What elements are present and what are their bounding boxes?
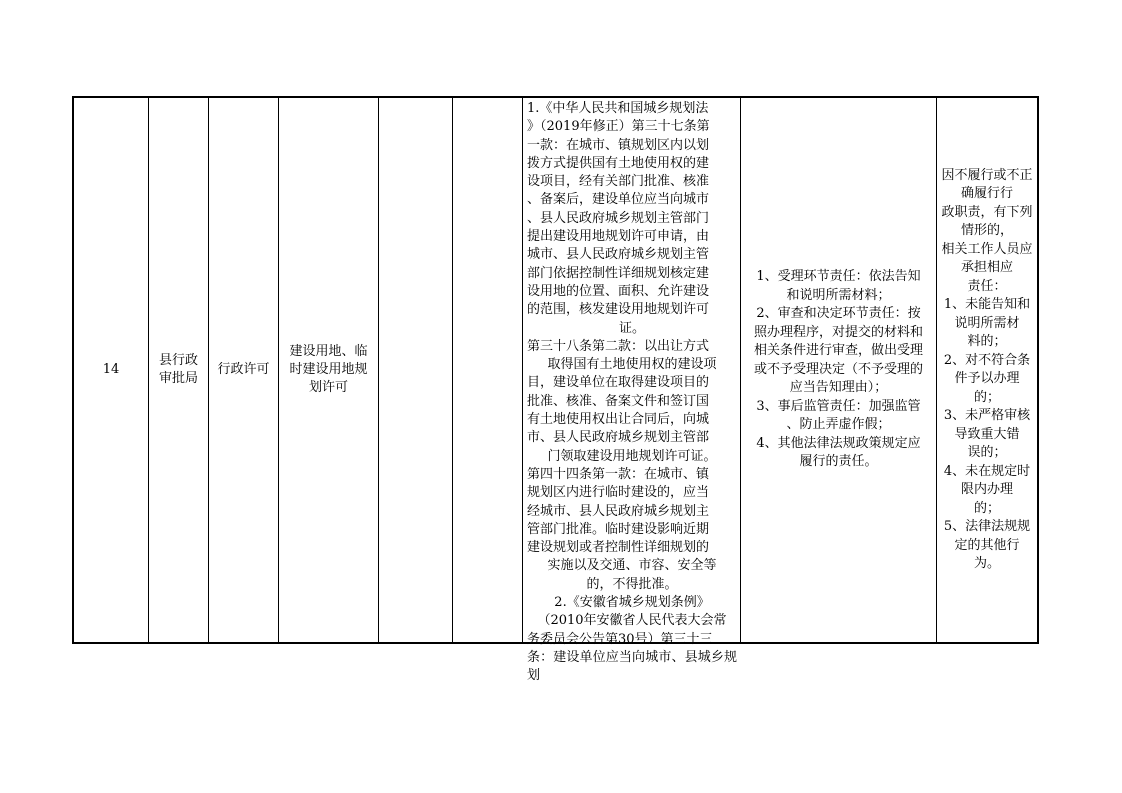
responsibility-line: 2、审查和决定环节责任：按 [756, 306, 921, 322]
law-line: 经城市、县人民政府城乡规划主 [527, 503, 710, 519]
law-line: 设用地的位置、面积、允许建设 [527, 283, 710, 299]
law-line: 的范围，核发建设用地规划许可 [527, 302, 710, 318]
law-line: 提出建设用地规划许可申请，由 [527, 229, 710, 245]
row-number: 14 [102, 362, 120, 377]
cell-subitem [379, 98, 453, 642]
law-line: 的，不得批准。 [586, 576, 678, 592]
law-line: 1.《中华人民共和国城乡规划法 [527, 101, 709, 116]
law-line: 、县人民政府城乡规划主管部门 [527, 210, 710, 226]
accountability-line: 政职责，有下列情形的， [941, 204, 1033, 238]
dept-line: 县行政 [158, 353, 198, 368]
item-line: 划许可 [308, 380, 348, 395]
law-basis-text [527, 100, 737, 686]
responsibility-text [741, 268, 936, 472]
law-line: 门领取建设用地规划许可证。 [547, 448, 717, 464]
law-line: 目，建设单位在取得建设项目的 [527, 375, 710, 391]
law-line: 证。 [618, 320, 645, 336]
responsibility-line: 1、受理环节责任：依法告知 [756, 269, 921, 285]
cell-category [209, 98, 279, 642]
accountability-line: 4、未在规定时限内办理 [943, 463, 1031, 497]
responsibility-line: 4、其他法律法规政策规定应 [756, 435, 921, 451]
cell-dept [149, 98, 209, 642]
accountability-line: 3、未严格审核导致重大错 [943, 408, 1031, 442]
law-line: 城市、县人民政府城乡规划主管 [527, 247, 710, 263]
law-line: （2010年安徽省人民代表大会常 [537, 613, 727, 629]
law-line: 设项目，经有关部门批准、核准 [527, 174, 710, 190]
responsibility-line: 相关条件进行审查，做出受理 [753, 343, 923, 359]
law-line: 第三十八条第二款：以出让方式 [527, 338, 710, 354]
permit-table [72, 96, 1039, 684]
cell-number [74, 98, 149, 642]
accountability-line: 2、对不符合条件予以办理 [943, 352, 1031, 386]
accountability-line: 5、法律法规规定的其他行 [943, 519, 1031, 553]
accountability-line: 料的； [967, 334, 1007, 349]
responsibility-line: 应当告知理由）； [789, 380, 888, 396]
law-line: 条：建设单位应当向城市、县城乡规划 [527, 649, 737, 684]
responsibility-line: 或不予受理决定（不予受理的 [753, 361, 923, 377]
item-line: 建设用地、临 [289, 344, 368, 359]
accountability-line: 相关工作人员应承担相应 [941, 241, 1033, 275]
accountability-line: 的； [973, 500, 1000, 516]
cell-accountability [937, 98, 1037, 642]
cell-responsibility [741, 98, 937, 642]
law-line: 管部门批准。临时建设影响近期 [527, 521, 710, 537]
responsibility-line: 履行的责任。 [799, 454, 878, 470]
accountability-line: 为。 [973, 556, 1000, 571]
accountability-text [937, 167, 1037, 574]
law-line: 部门依据控制性详细规划核定建 [527, 265, 710, 281]
accountability-line: 的； [973, 389, 1000, 405]
responsibility-line: 3、事后监管责任：加强监管 [756, 398, 921, 414]
accountability-line: 1、未能告知和说明所需材 [943, 297, 1031, 331]
law-line: 实施以及交通、市容、安全等 [547, 558, 717, 574]
accountability-line: 责任： [967, 278, 1007, 294]
law-line: 2.《安徽省城乡规划条例》 [554, 595, 710, 611]
law-line: 市、县人民政府城乡规划主管部 [527, 430, 710, 446]
responsibility-line: 和说明所需材料； [786, 287, 891, 303]
cell-law-basis [523, 98, 741, 684]
law-line: 》（2019年修正）第三十七条第 [527, 119, 710, 135]
law-line: 取得国有土地使用权的建设项 [547, 357, 717, 373]
dept-line: 审批局 [158, 371, 198, 386]
item-line: 时建设用地规 [289, 362, 368, 377]
cell-item [279, 98, 379, 642]
law-line: 务委员会公告第30号）第三十三 [527, 631, 713, 647]
law-line: 拨方式提供国有土地使用权的建 [527, 155, 710, 171]
law-line: 有土地使用权出让合同后，向城 [527, 412, 710, 428]
law-line: 一款：在城市、镇规划区内以划 [527, 137, 710, 153]
cell-blank [453, 98, 523, 642]
accountability-line: 误的； [967, 445, 1007, 460]
accountability-line: 因不履行或不正确履行行 [941, 167, 1033, 201]
law-line: 第四十四条第一款：在城市、镇 [527, 466, 710, 482]
responsibility-line: 照办理程序，对提交的材料和 [753, 324, 923, 340]
law-line: 批准、核准、备案文件和签订国 [527, 393, 710, 409]
law-line: 、备案后，建设单位应当向城市 [527, 192, 710, 208]
category-text: 行政许可 [217, 362, 270, 377]
responsibility-line: 、防止弄虚作假； [786, 417, 891, 433]
law-line: 规划区内进行临时建设的，应当 [527, 485, 710, 501]
law-line: 建设规划或者控制性详细规划的 [527, 540, 710, 556]
